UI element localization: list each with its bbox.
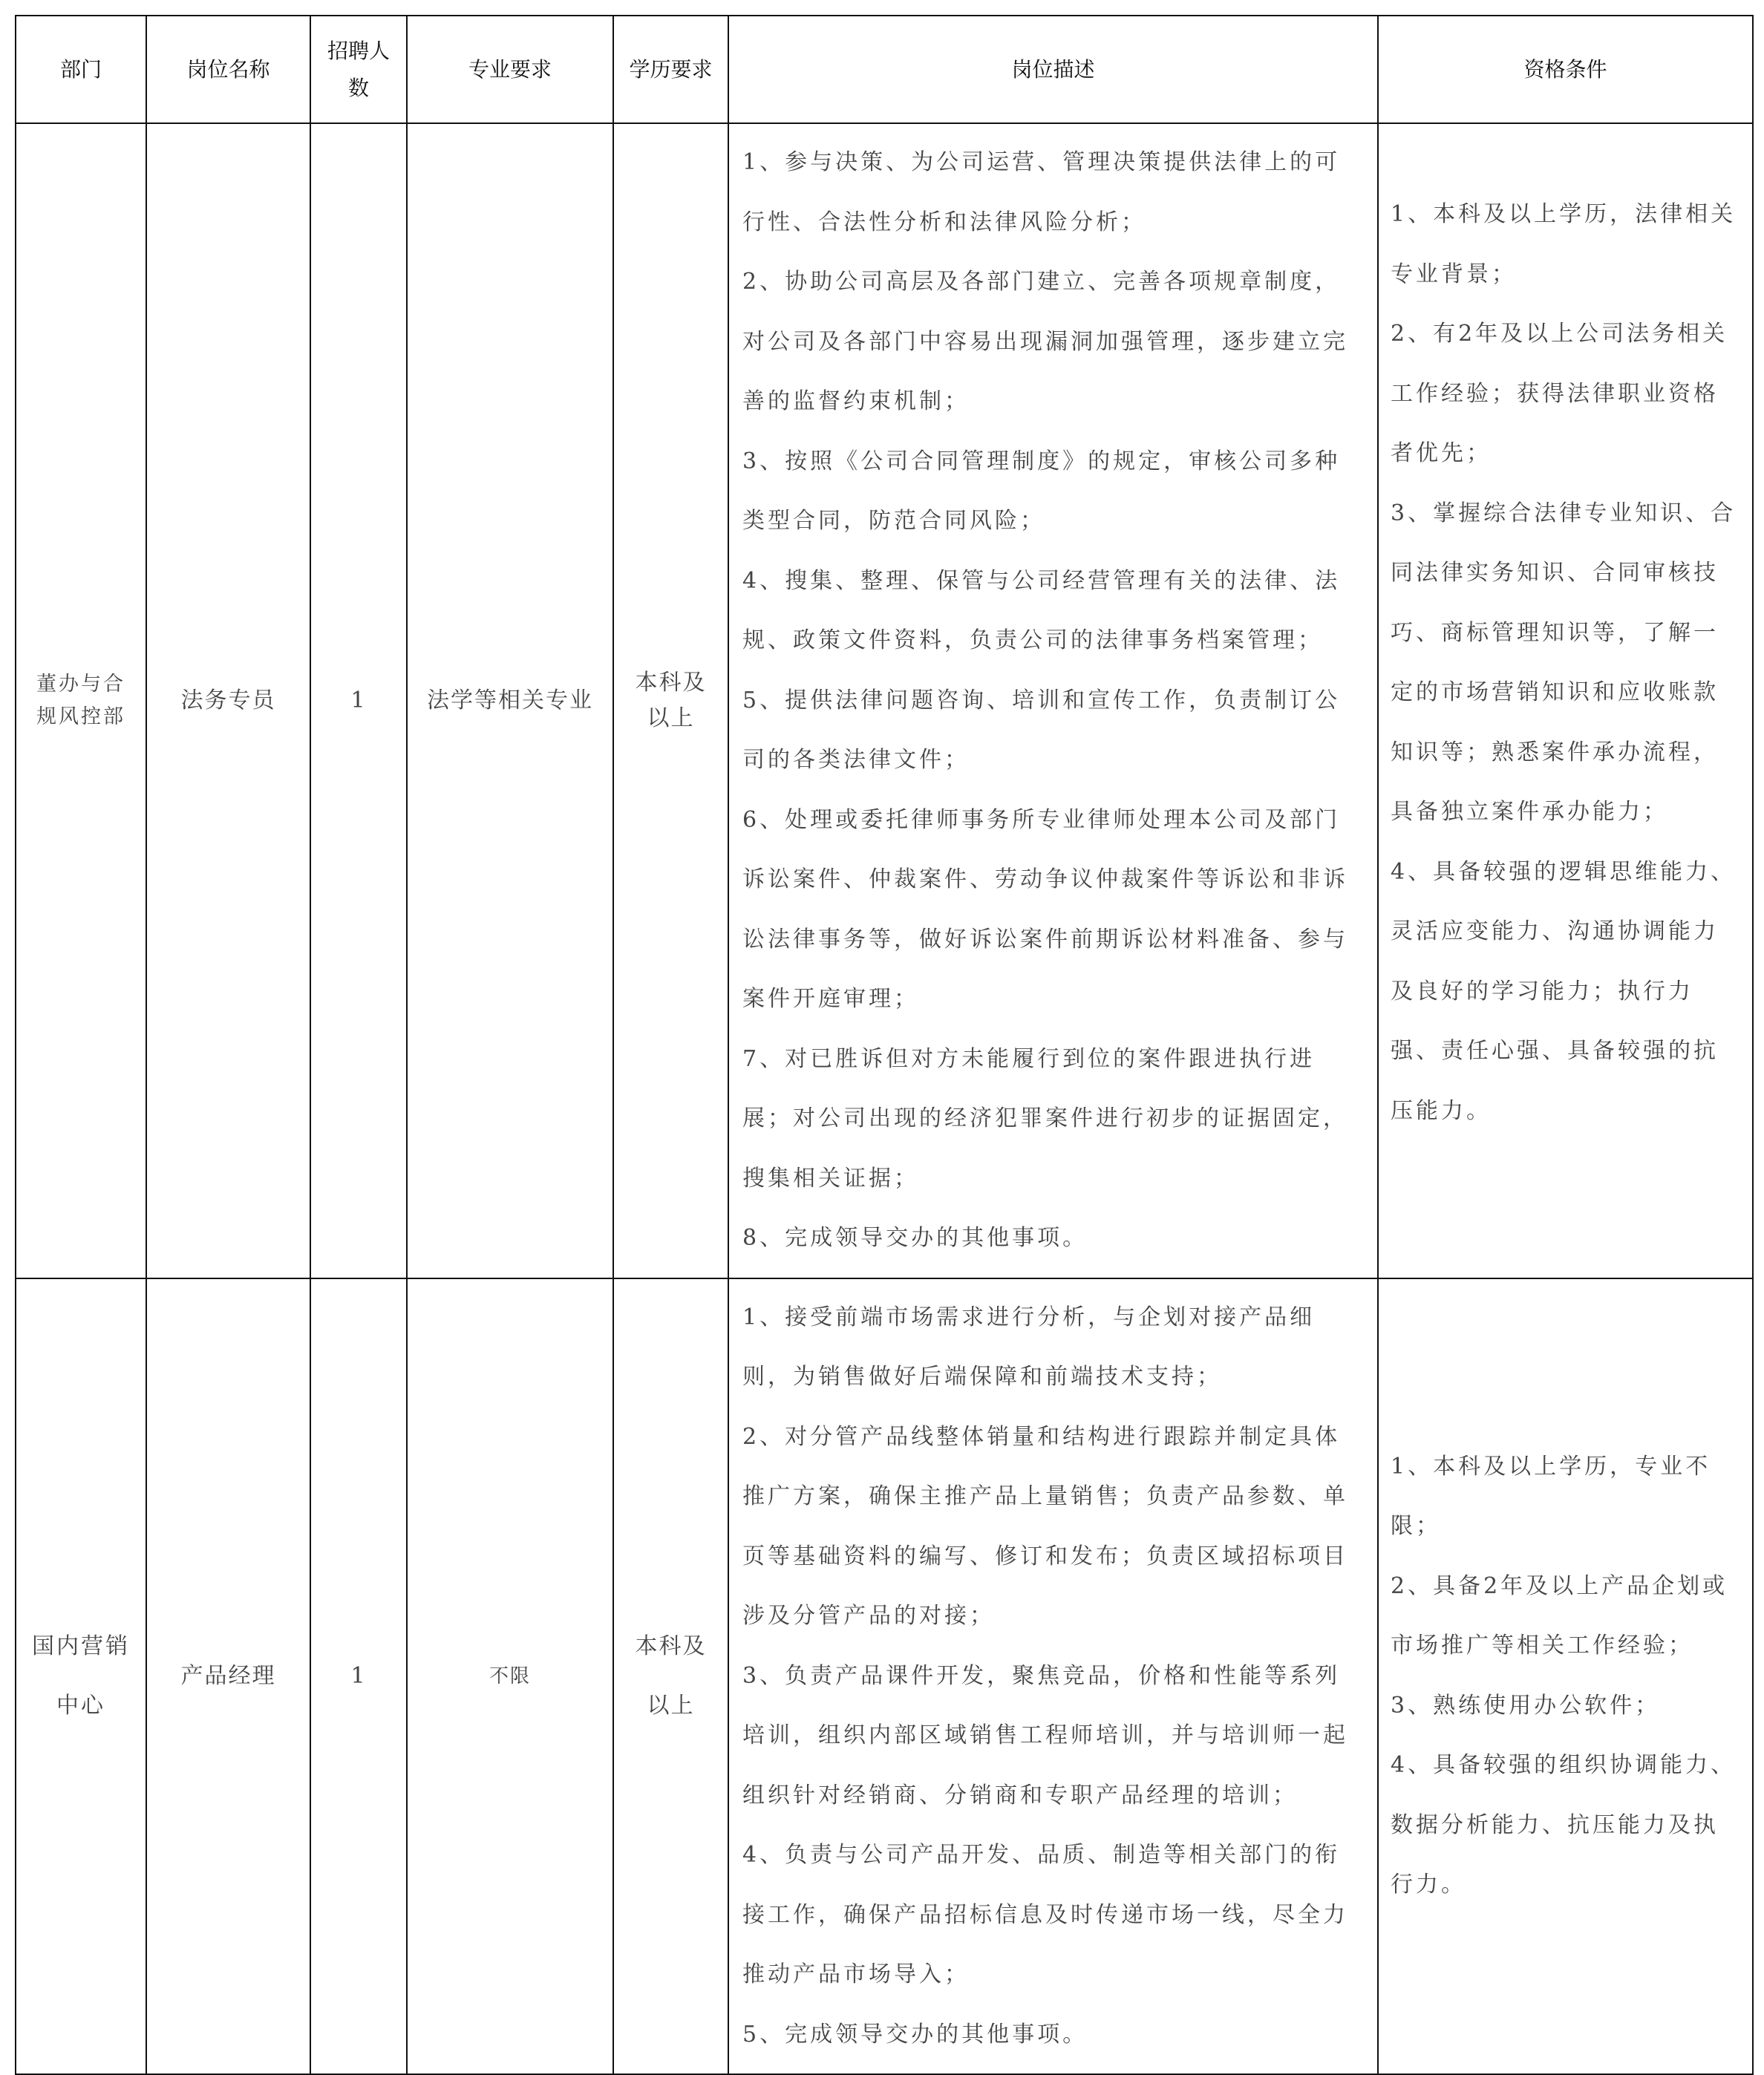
description-item: 5、完成领导交办的其他事项。 bbox=[742, 2021, 1088, 2048]
qualification-item: 2、有2年及以上公司法务相关工作经验；获得法律职业资格者优先； bbox=[1391, 321, 1728, 466]
description-item: 2、对分管产品线整体销量和结构进行跟踪并制定具体推广方案，确保主推产品上量销售；负责产品参数、单页等基础资料的编写、修订和发布；负责区域招标项目涉及分管产品的对接； bbox=[742, 1423, 1348, 1629]
description-list bbox=[729, 1279, 1377, 2074]
position-cell bbox=[146, 123, 310, 1278]
education-text: 本科及以上 bbox=[635, 669, 707, 731]
department-text: 董办与合规风控部 bbox=[36, 672, 125, 728]
qualifications-list bbox=[1379, 185, 1752, 1141]
header-qualifications: 资格条件 bbox=[1378, 16, 1753, 123]
major-cell bbox=[407, 123, 613, 1278]
department-cell bbox=[16, 1278, 146, 2075]
description-item: 7、对已胜诉但对方未能履行到位的案件跟进执行进展；对公司出现的经济犯罪案件进行初步的证据固定，搜集相关证据； bbox=[742, 1045, 1348, 1192]
table-row bbox=[16, 123, 1753, 1278]
headcount-text: 1 bbox=[350, 1662, 367, 1689]
major-text: 法学等相关专业 bbox=[427, 687, 593, 713]
headcount-text: 1 bbox=[350, 687, 367, 713]
header-department: 部门 bbox=[16, 16, 146, 123]
description-item: 5、提供法律问题咨询、培训和宣传工作，负责制订公司的各类法律文件； bbox=[742, 687, 1341, 773]
qualification-item: 3、掌握综合法律专业知识、合同法律实务知识、合同审核技巧、商标管理知识等，了解一定的市场营销知识和应收账款知识等；熟悉案件承办流程，具备独立案件承办能力； bbox=[1391, 500, 1737, 825]
description-item: 3、负责产品课件开发，聚焦竞品，价格和性能等系列培训，组织内部区域销售工程师培训，并与培训师一起组织针对经销商、分销商和专职产品经理的培训； bbox=[742, 1662, 1348, 1808]
qualification-item: 3、熟练使用办公软件； bbox=[1391, 1692, 1661, 1719]
description-cell bbox=[728, 1278, 1378, 2075]
description-item: 1、参与决策、为公司运营、管理决策提供法律上的可行性、合法性分析和法律风险分析； bbox=[742, 149, 1341, 235]
description-list bbox=[729, 124, 1377, 1278]
qualifications-cell bbox=[1378, 1278, 1753, 2075]
description-item: 1、接受前端市场需求进行分析，与企划对接产品细则，为销售做好后端保障和前端技术支持； bbox=[742, 1304, 1316, 1390]
position-cell bbox=[146, 1278, 310, 2075]
header-education: 学历要求 bbox=[613, 16, 728, 123]
education-text: 本科及以上 bbox=[635, 1633, 707, 1719]
department-cell bbox=[16, 123, 146, 1278]
headcount-cell bbox=[310, 1278, 407, 2075]
position-text: 法务专员 bbox=[180, 687, 276, 713]
description-cell bbox=[728, 123, 1378, 1278]
job-table bbox=[15, 15, 1754, 2075]
department-text: 国内营销中心 bbox=[32, 1633, 130, 1719]
description-item: 8、完成领导交办的其他事项。 bbox=[742, 1225, 1088, 1251]
header-row bbox=[16, 16, 1753, 123]
education-cell bbox=[613, 123, 728, 1278]
major-text: 不限 bbox=[489, 1664, 531, 1687]
major-cell bbox=[407, 1278, 613, 2075]
description-item: 6、处理或委托律师事务所专业律师处理本公司及部门诉讼案件、仲裁案件、劳动争议仲裁案件等诉讼和非诉讼法律事务等，做好诉讼案件前期诉讼材料准备、参与案件开庭审理； bbox=[742, 806, 1348, 1012]
qualification-item: 1、本科及以上学历，专业不限； bbox=[1391, 1453, 1711, 1540]
qualification-item: 2、具备2年及以上产品企划或市场推广等相关工作经验； bbox=[1391, 1572, 1728, 1659]
description-item: 4、搜集、整理、保管与公司经营管理有关的法律、法规、政策文件资料，负责公司的法律事务档案管理； bbox=[742, 567, 1341, 653]
header-major: 专业要求 bbox=[407, 16, 613, 123]
qualifications-cell bbox=[1378, 123, 1753, 1278]
qualification-item: 1、本科及以上学历，法律相关专业背景； bbox=[1391, 201, 1737, 287]
description-item: 2、协助公司高层及各部门建立、完善各项规章制度，对公司及各部门中容易出现漏洞加强管理，逐步建立完善的监督约束机制； bbox=[742, 269, 1348, 414]
qualification-item: 4、具备较强的逻辑思维能力、灵活应变能力、沟通协调能力及良好的学习能力；执行力强、责任心强、具备较强的抗压能力。 bbox=[1391, 858, 1737, 1124]
table-row bbox=[16, 1278, 1753, 2075]
description-item: 3、按照《公司合同管理制度》的规定，审核公司多种类型合同，防范合同风险； bbox=[742, 448, 1341, 534]
position-text: 产品经理 bbox=[180, 1662, 276, 1689]
header-headcount: 招聘人数 bbox=[310, 16, 407, 123]
header-position: 岗位名称 bbox=[146, 16, 310, 123]
description-item: 4、负责与公司产品开发、品质、制造等相关部门的衔接工作，确保产品招标信息及时传递市场一线，尽全力推动产品市场导入； bbox=[742, 1842, 1348, 1987]
header-description: 岗位描述 bbox=[728, 16, 1378, 123]
education-cell bbox=[613, 1278, 728, 2075]
headcount-cell bbox=[310, 123, 407, 1278]
qualifications-list bbox=[1379, 1437, 1752, 1915]
qualification-item: 4、具备较强的组织协调能力、数据分析能力、抗压能力及执行力。 bbox=[1391, 1752, 1737, 1898]
